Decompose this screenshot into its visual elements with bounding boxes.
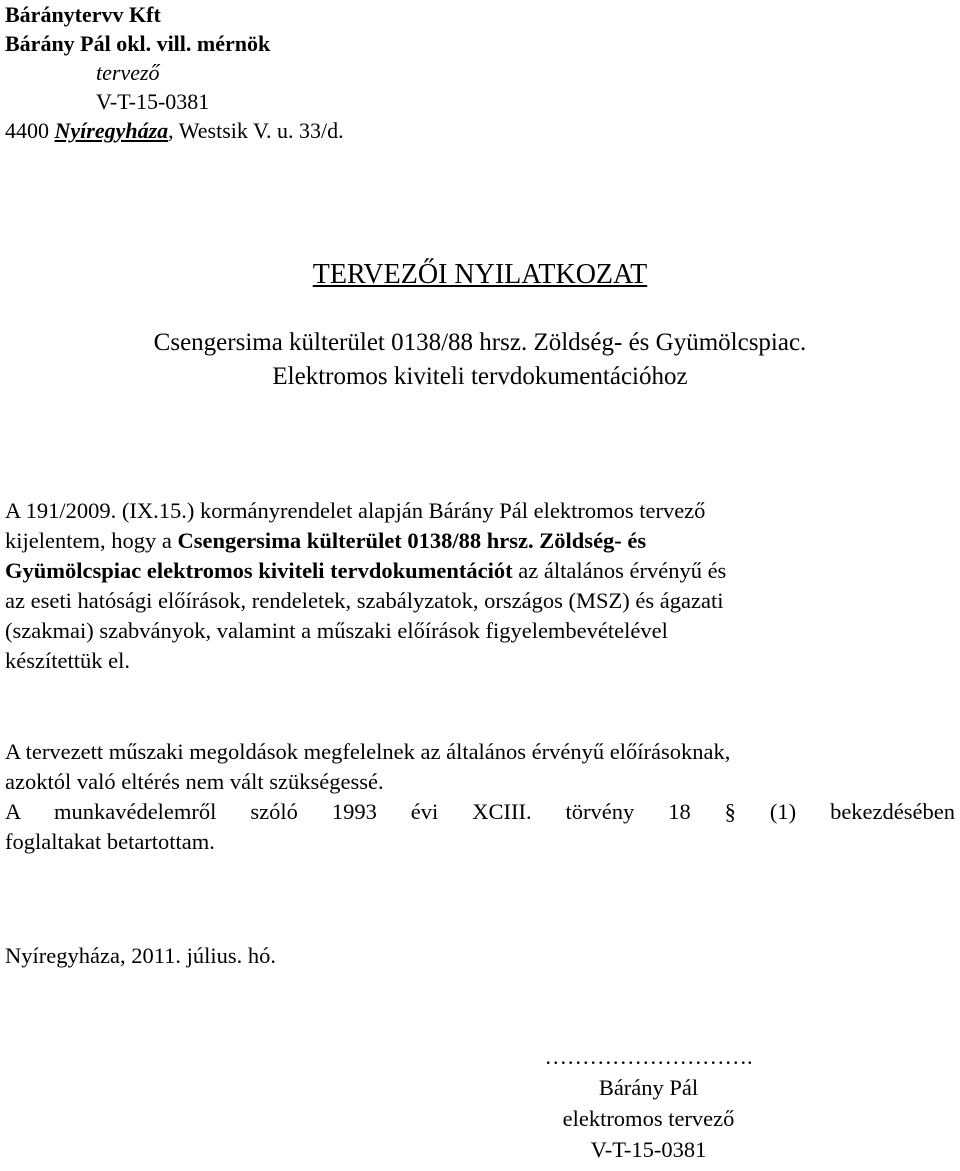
declaration-paragraph — [5, 496, 955, 676]
license-number: V-T-15-0381 — [96, 89, 210, 114]
paragraph-line: (szakmai) szabványok, valamint a műszaki előírások figyelembevételével — [5, 618, 668, 643]
signer-license: V-T-15-0381 — [590, 1137, 707, 1162]
page-title: TERVEZŐI NYILATKOZAT — [312, 259, 648, 290]
date-line: Nyíregyháza, 2011. július. hó. — [5, 943, 276, 968]
paragraph-line: az eseti hatósági előírások, rendeletek, szabályzatok, országos (MSZ) és ágazati — [5, 588, 724, 613]
paragraph-line — [5, 526, 955, 556]
address — [5, 116, 344, 145]
text-span: kijelentem, hogy a — [5, 528, 178, 553]
subtitle-line-1: Csengersima külterület 0138/88 hrsz. Zöldség- és Gyümölcspiac. — [153, 329, 807, 356]
text-span: az általános érvényű és — [512, 558, 727, 583]
address-city: Nyíregyháza — [54, 118, 169, 143]
paragraph-line: foglaltakat betartottam. — [5, 829, 215, 854]
paragraph-line: A tervezett műszaki megoldások megfelelnek az általános érvényű előírásoknak, — [5, 739, 731, 764]
address-rest: , Westsik V. u. 33/d. — [168, 118, 344, 143]
paragraph-line: A munkavédelemről szóló 1993 évi XCIII. törvény 18 § (1) bekezdésében — [5, 799, 955, 824]
signature-line: ………………………. — [544, 1044, 753, 1069]
paragraph-line: A 191/2009. (IX.15.) kormányrendelet alapján Bárány Pál elektromos tervező — [5, 498, 706, 523]
project-name-bold: Csengersima külterület 0138/88 hrsz. Zöldség- és — [177, 528, 647, 553]
paragraph-line: készítettük el. — [5, 648, 130, 673]
subtitle-line-2: Elektromos kiviteli tervdokumentációhoz — [272, 363, 688, 390]
engineer-name: Bárány Pál okl. vill. mérnök — [5, 31, 271, 56]
paragraph-line — [5, 556, 955, 586]
signer-name: Bárány Pál — [598, 1075, 699, 1100]
subtitle — [0, 326, 960, 394]
signature-block — [470, 1041, 827, 1165]
engineer-role: tervező — [96, 60, 160, 85]
paragraph-line: azoktól való eltérés nem vált szükségessé. — [5, 769, 384, 794]
company-name: Báránytervv Kft — [5, 2, 161, 27]
compliance-paragraph — [5, 737, 955, 857]
address-zip: 4400 — [5, 118, 55, 143]
project-name-bold: Gyümölcspiac elektromos kiviteli tervdokumentációt — [5, 558, 513, 583]
signer-role: elektromos tervező — [562, 1106, 735, 1131]
letterhead — [5, 0, 344, 145]
